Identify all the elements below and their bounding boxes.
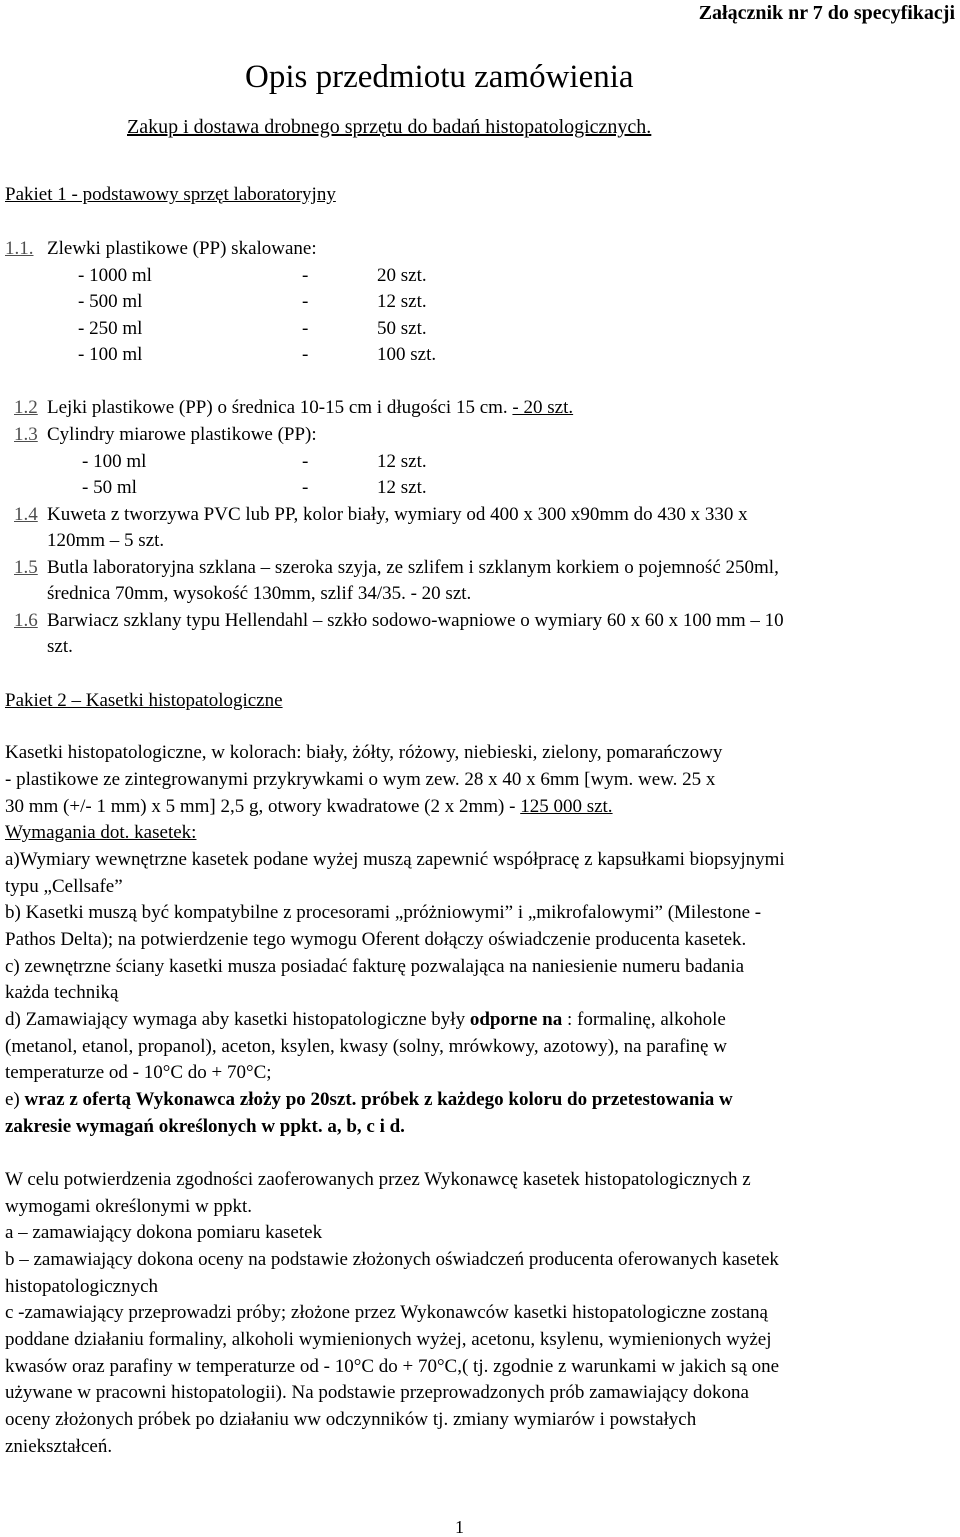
row-quantity: 12 szt.: [377, 451, 427, 472]
item-1-4-line-2: 120mm – 5 szt.: [47, 530, 165, 551]
row-volume: - 500 ml: [78, 291, 143, 312]
item-1-3-number: 1.3: [14, 424, 38, 445]
requirement-c-line-1: c) zewnętrzne ściany kasetki musza posiadać fakturę pozwalająca na naniesienie numeru badania: [5, 956, 745, 977]
row-quantity: 12 szt.: [377, 291, 427, 312]
requirement-a-line-2: typu „Cellsafe”: [5, 876, 123, 897]
verification-line-1: W celu potwierdzenia zgodności zaoferowanych przez Wykonawcę kasetek histopatologicznych z: [5, 1169, 751, 1190]
requirement-b-line-1: b) Kasetki muszą być kompatybilne z procesorami „próżniowymi” i „mikrofalowymi” (Milestone -: [5, 902, 762, 923]
requirements-heading: Wymagania dot. kasetek:: [5, 822, 197, 843]
item-1-4-line-1: Kuweta z tworzywa PVC lub PP, kolor biały, wymiary od 400 x 300 x90mm do 430 x 330 x: [47, 504, 748, 525]
verification-line-2: wymogami określonymi w ppkt.: [5, 1196, 252, 1217]
verification-line-5: histopatologicznych: [5, 1276, 159, 1297]
pakiet-2-quantity: 125 000 szt.: [520, 796, 613, 817]
page-number: 1: [455, 1517, 464, 1537]
requirement-d-line-3: temperaturze od - 10°C do + 70°C;: [5, 1062, 272, 1083]
item-1-2-text: Lejki plastikowe (PP) o średnica 10-15 cm i długości 15 cm. - 20 szt.: [47, 397, 574, 418]
requirement-e-line-2: zakresie wymagań określonych w ppkt. a, b, c i d.: [5, 1116, 405, 1137]
verification-line-4: b – zamawiający dokona oceny na podstawie złożonych oświadczeń producenta oferowanych kasetek: [5, 1249, 779, 1270]
item-1-5-line-2: średnica 70mm, wysokość 130mm, szlif 34/35. - 20 szt.: [47, 583, 472, 604]
row-dash: -: [302, 344, 309, 365]
requirement-d-line-2: (metanol, etanol, propanol), aceton, ksylen, kwasy (solny, mrówkowy, azotowy), na parafinę w: [5, 1036, 727, 1057]
pakiet-1-heading: Pakiet 1 - podstawowy sprzęt laboratoryjny: [5, 184, 336, 205]
row-volume: - 100 ml: [78, 344, 143, 365]
item-1-3-text: Cylindry miarowe plastikowe (PP):: [47, 424, 317, 445]
pakiet-2-heading: Pakiet 2 – Kasetki histopatologiczne: [5, 690, 283, 711]
row-quantity: 12 szt.: [377, 477, 427, 498]
requirement-a-line-1: a)Wymiary wewnętrzne kasetek podane wyżej muszą zapewnić współpracę z kapsułkami biopsyjnymi: [5, 849, 785, 870]
row-dash: -: [302, 265, 309, 286]
requirement-c-line-2: każda techniką: [5, 982, 119, 1003]
requirement-d-line-1: d) Zamawiający wymaga aby kasetki histopatologiczne były odporne na : formalinę, alkohole: [5, 1009, 726, 1030]
document-subtitle: Zakup i dostawa drobnego sprzętu do badań histopatologicznych.: [127, 116, 652, 138]
pakiet-2-description-line-1: Kasetki histopatologiczne, w kolorach: biały, żółty, różowy, niebieski, zielony, pomarańczowy: [5, 742, 723, 763]
row-quantity: 20 szt.: [377, 265, 427, 286]
row-dash: -: [302, 291, 309, 312]
verification-line-10: oceny złożonych próbek po działaniu ww odczynników tj. zmiany wymiarów i powstałych: [5, 1409, 697, 1430]
row-dash: -: [302, 477, 309, 498]
row-quantity: 100 szt.: [377, 344, 437, 365]
requirement-e-line-1: e) wraz z ofertą Wykonawca złoży po 20szt. próbek z każdego koloru do przetestowania w: [5, 1089, 733, 1110]
pakiet-2-description-line-2: - plastikowe ze zintegrowanymi przykrywkami o wym zew. 28 x 40 x 6mm [wym. wew. 25 x: [5, 769, 716, 790]
item-1-5-number: 1.5: [14, 557, 38, 578]
row-volume: - 250 ml: [78, 318, 143, 339]
item-1-5-line-1: Butla laboratoryjna szklana – szeroka szyja, ze szlifem i szklanym korkiem o pojemność 250ml,: [47, 557, 779, 578]
item-1-6-number: 1.6: [14, 610, 38, 631]
verification-line-8: kwasów oraz parafiny w temperaturze od - 10°C do + 70°C,( tj. zgodnie z warunkami w jakich są one: [5, 1356, 780, 1377]
verification-line-7: poddane działaniu formaliny, alkoholi wymienionych wyżej, acetonu, ksylenu, wymienionych wyżej: [5, 1329, 772, 1350]
row-volume: - 1000 ml: [78, 265, 152, 286]
item-1-1-text: Zlewki plastikowe (PP) skalowane:: [47, 238, 317, 259]
item-1-4-number: 1.4: [14, 504, 38, 525]
verification-line-11: zniekształceń.: [5, 1436, 113, 1457]
row-dash: -: [302, 318, 309, 339]
annex-label: Załącznik nr 7 do specyfikacji: [698, 2, 955, 24]
item-1-6-line-1: Barwiacz szklany typu Hellendahl – szkło sodowo-wapniowe o wymiary 60 x 60 x 100 mm – 10: [47, 610, 784, 631]
pakiet-2-description-line-3: 30 mm (+/- 1 mm) x 5 mm] 2,5 g, otwory kwadratowe (2 x 2mm) - 125 000 szt.: [5, 796, 613, 817]
verification-line-9: używane w pracowni histopatologii). Na podstawie przeprowadzonych prób zamawiający dokona: [5, 1382, 749, 1403]
row-quantity: 50 szt.: [377, 318, 427, 339]
verification-line-6: c -zamawiający przeprowadzi próby; złożone przez Wykonawców kasetki histopatologiczne zostaną: [5, 1302, 768, 1323]
row-volume: - 100 ml: [82, 451, 147, 472]
requirement-b-line-2: Pathos Delta); na potwierdzenie tego wymogu Oferent dołączy oświadczenie producenta kasetek.: [5, 929, 747, 950]
item-1-2-number: 1.2: [14, 397, 38, 418]
verification-line-3: a – zamawiający dokona pomiaru kasetek: [5, 1222, 323, 1243]
item-1-1-number: 1.1.: [5, 238, 34, 259]
document-title: Opis przedmiotu zamówienia: [245, 59, 634, 95]
item-1-6-line-2: szt.: [47, 636, 73, 657]
row-volume: - 50 ml: [82, 477, 137, 498]
row-dash: -: [302, 451, 309, 472]
